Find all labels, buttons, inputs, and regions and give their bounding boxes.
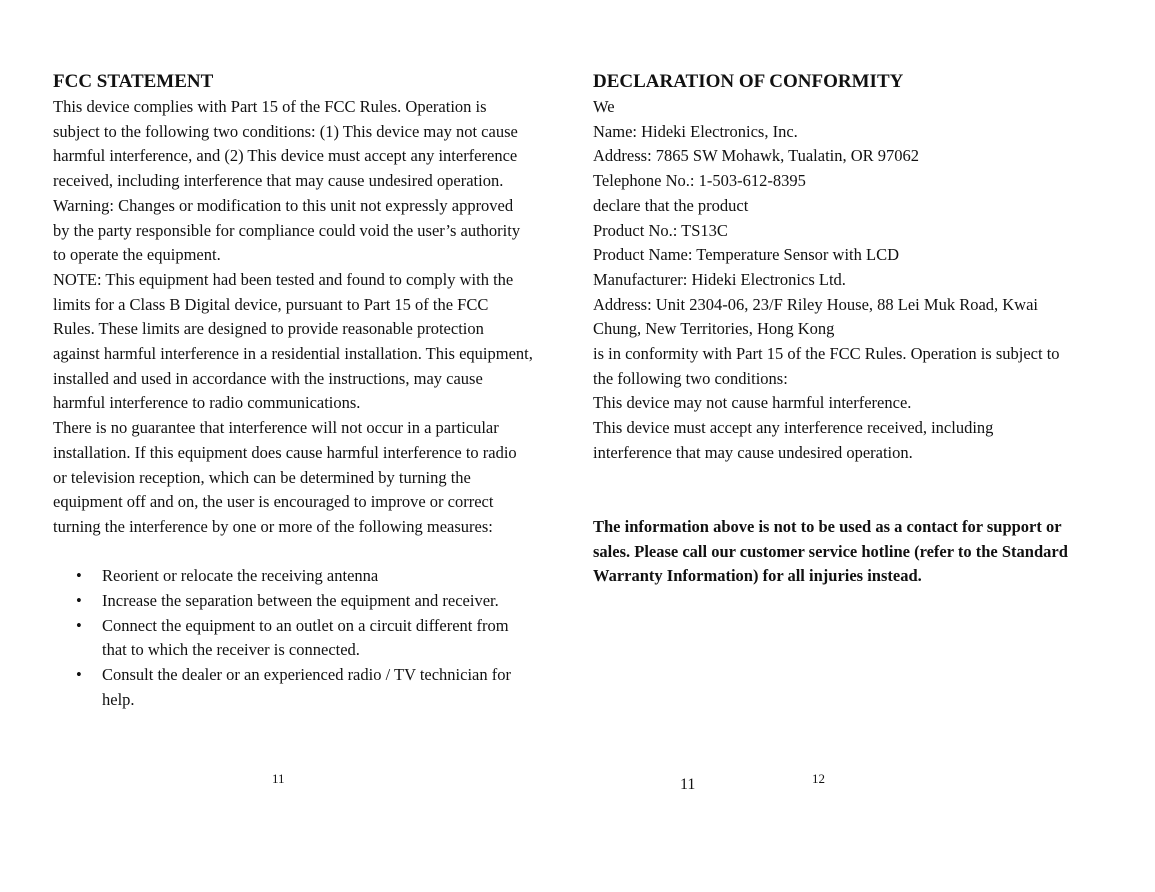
text-line: Telephone No.: 1-503-612-8395 <box>593 171 806 191</box>
text-line: There is no guarantee that interference will not occur in a particular <box>53 418 499 438</box>
text-line: subject to the following two conditions: (1) This device may not cause <box>53 121 518 141</box>
list-item <box>53 564 543 589</box>
list-item <box>53 614 543 663</box>
text-line: NOTE: This equipment had been tested and found to comply with the <box>53 269 514 289</box>
text-line: installation. If this equipment does cause harmful interference to radio <box>53 442 517 462</box>
bullet-icon: • <box>76 591 82 611</box>
text-line: harmful interference, and (2) This device must accept any interference <box>53 146 518 166</box>
text-line: received, including interference that may cause undesired operation. <box>53 171 504 191</box>
text-line: This device must accept any interference received, including <box>593 418 994 438</box>
text-line: Chung, New Territories, Hong Kong <box>593 319 835 339</box>
text-line: the following two conditions: <box>593 368 788 388</box>
support-notice <box>593 515 1093 589</box>
text-line: Product No.: TS13C <box>593 220 728 240</box>
text-line: turning the interference by one or more of the following measures: <box>53 516 493 536</box>
declaration-body <box>593 95 1093 466</box>
text-line: sales. Please call our customer service hotline (refer to the Standard <box>593 541 1068 561</box>
page-number-middle: 11 <box>680 776 696 793</box>
declaration-title: DECLARATION OF CONFORMITY <box>593 71 904 92</box>
text-line: is in conformity with Part 15 of the FCC Rules. Operation is subject to <box>593 344 1060 364</box>
fcc-guarantee-paragraph <box>53 416 543 540</box>
text-line: Rules. These limits are designed to provide reasonable protection <box>53 319 484 339</box>
text-line: Warning: Changes or modification to this unit not expressly approved <box>53 195 514 215</box>
text-line: Consult the dealer or an experienced radio / TV technician for <box>102 665 511 685</box>
measures-list <box>53 564 543 712</box>
text-line: by the party responsible for compliance could void the user’s authority <box>53 220 521 240</box>
list-item <box>53 589 543 614</box>
fcc-note-paragraph <box>53 268 543 416</box>
text-line: This device complies with Part 15 of the FCC Rules. Operation is <box>53 97 487 116</box>
page-number-left: 11 <box>272 771 285 786</box>
page-number-right: 12 <box>812 771 825 786</box>
text-line: declare that the product <box>593 195 749 215</box>
text-line: We <box>593 97 615 116</box>
fcc-paragraph-1 <box>53 95 543 194</box>
list-item <box>53 663 543 712</box>
fcc-statement-column <box>53 68 543 713</box>
text-line: Manufacturer: Hideki Electronics Ltd. <box>593 269 846 289</box>
text-line: The information above is not to be used as a contact for support or <box>593 516 1062 536</box>
text-line: Address: Unit 2304-06, 23/F Riley House, 88 Lei Muk Road, Kwai <box>593 294 1039 314</box>
text-line: Name: Hideki Electronics, Inc. <box>593 121 798 141</box>
text-line: equipment off and on, the user is encouraged to improve or correct <box>53 492 494 512</box>
text-line: that to which the receiver is connected. <box>102 640 360 660</box>
text-line: or television reception, which can be determined by turning the <box>53 467 471 487</box>
spacer <box>593 466 1093 491</box>
spacer <box>53 540 543 565</box>
text-line: Address: 7865 SW Mohawk, Tualatin, OR 97062 <box>593 146 920 166</box>
text-line: installed and used in accordance with the instructions, may cause <box>53 368 483 388</box>
text-line: Reorient or relocate the receiving antenna <box>102 566 379 586</box>
text-line: harmful interference to radio communications. <box>53 393 361 413</box>
bullet-icon: • <box>76 615 82 635</box>
text-line: Connect the equipment to an outlet on a circuit different from <box>102 615 509 635</box>
text-line: Increase the separation between the equipment and receiver. <box>102 591 499 611</box>
bullet-icon: • <box>76 665 82 685</box>
text-line: against harmful interference in a residential installation. This equipment, <box>53 344 533 364</box>
text-line: to operate the equipment. <box>53 245 221 265</box>
fcc-warning-paragraph <box>53 194 543 268</box>
text-line: help. <box>102 689 135 709</box>
fcc-statement-title: FCC STATEMENT <box>53 71 214 92</box>
text-line: interference that may cause undesired operation. <box>593 442 913 462</box>
text-line: limits for a Class B Digital device, pursuant to Part 15 of the FCC <box>53 294 489 314</box>
text-line: Warranty Information) for all injuries instead. <box>593 566 922 586</box>
spacer <box>593 490 1093 515</box>
declaration-column <box>593 68 1093 589</box>
text-line: Product Name: Temperature Sensor with LCD <box>593 245 900 265</box>
bullet-icon: • <box>76 566 82 586</box>
text-line: This device may not cause harmful interference. <box>593 393 912 413</box>
